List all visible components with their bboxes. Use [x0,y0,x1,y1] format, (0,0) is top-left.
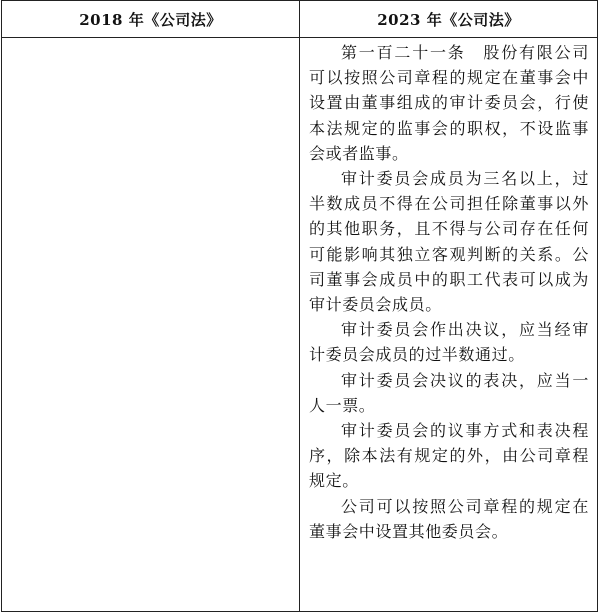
law-comparison-table [1,0,598,612]
cell-2018-empty [2,38,300,611]
article-121-clause-4: 审计委员会决议的表决，应当一人一票。 [309,370,589,415]
article-121-clause-6: 公司可以按照公司章程的规定在董事会中设置其他委员会。 [309,496,589,541]
article-121-clause-1: 第一百二十一条 股份有限公司可以按照公司章程的规定在董事会中设置由董事组成的审计委员会，行使本法规定的监事会的职权，不设监事会或者监事。 [309,43,589,163]
table-body-row [2,38,597,611]
cell-2023-article-121 [300,38,597,611]
header-2023-company-law: 2023 年《公司法》 [377,10,520,29]
header-2018-company-law: 2018 年《公司法》 [2,1,300,37]
article-121-clause-5: 审计委员会的议事方式和表决程序，除本法有规定的外，由公司章程规定。 [309,421,589,491]
table-header-row [2,1,597,38]
article-121-clause-3: 审计委员会作出决议，应当经审计委员会成员的过半数通过。 [309,320,589,365]
article-121-clause-2: 审计委员会成员为三名以上，过半数成员不得在公司担任除董事以外的其他职务，且不得与公司存在任何可能影响其独立客观判断的关系。公司董事会成员中的职工代表可以成为审计委员会成员。 [309,169,589,315]
